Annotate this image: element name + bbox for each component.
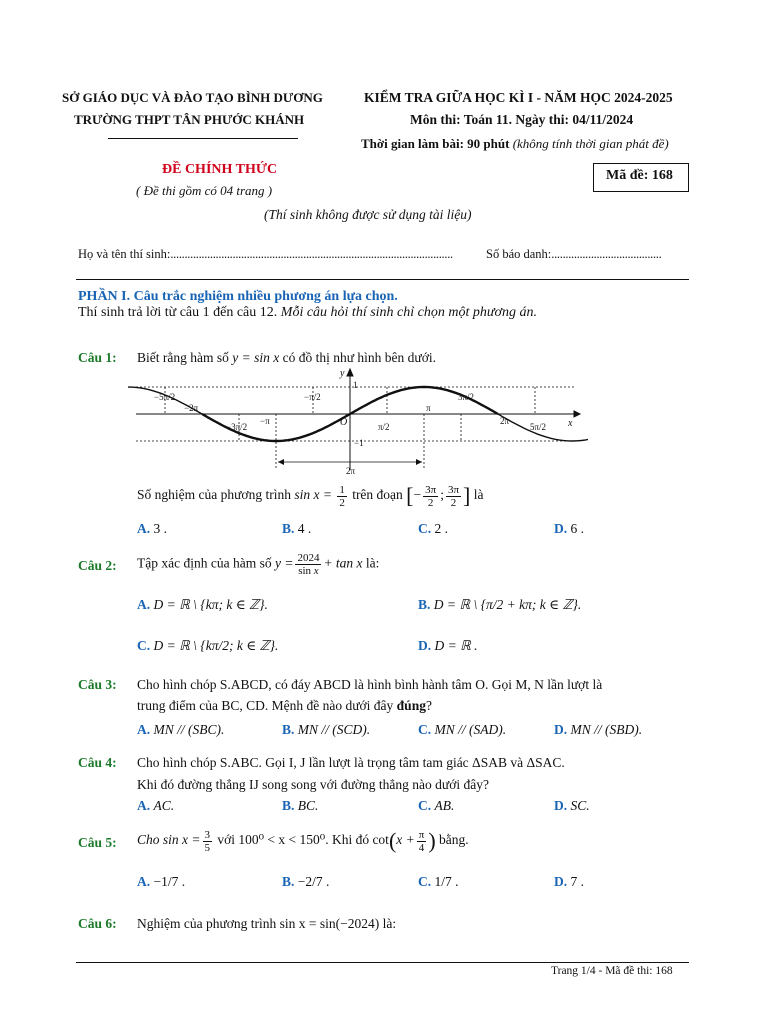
q3-option-b-text: MN // (SCD).	[297, 722, 371, 737]
q1-frac-lo: $\frac{3\pi}{2}$	[425, 483, 437, 509]
tick-pi: π	[426, 403, 431, 413]
q4-line1: Cho hình chóp S.ABC. Gọi I, J lần lượt là trọng tâm tam giác ΔSAB và ΔSAC.	[137, 755, 565, 770]
department-name: SỞ GIÁO DỤC VÀ ĐÀO TẠO BÌNH DƯƠNG	[62, 90, 323, 105]
official-label: ĐỀ CHÍNH THỨC	[162, 162, 278, 177]
y-minus-one-label: −1	[354, 438, 364, 448]
tick-neg-2pi: −2π	[184, 403, 199, 413]
q1-option-c-text: 2 .	[434, 521, 448, 536]
q2-number: Câu 2:	[78, 558, 117, 573]
time-line	[361, 136, 669, 152]
time-note: (không tính thời gian phát đề)	[512, 136, 669, 151]
q4-option-d[interactable]	[554, 798, 590, 814]
q4-option-c-text: AB.	[434, 798, 455, 813]
tick-5pi-2: 5π/2	[530, 422, 547, 432]
option-letter-c: C.	[418, 874, 432, 889]
q3-line1: Cho hình chóp S.ABCD, có đáy ABCD là hình bình hành tâm O. Gọi M, N lần lượt là	[137, 677, 603, 692]
q5-option-a[interactable]	[137, 874, 185, 890]
y-axis-label: y	[340, 368, 345, 379]
q3-number: Câu 3:	[78, 677, 117, 692]
pages-note: ( Đề thi gồm có 04 trang )	[136, 183, 273, 198]
q1-bracket-right: ]	[463, 483, 471, 508]
candidate-id-line	[486, 247, 661, 262]
q1-text	[137, 350, 436, 366]
time-label: Thời gian làm bài: 90 phút	[361, 136, 510, 151]
option-letter-a: A.	[137, 874, 151, 889]
q5-text-a: Cho sin x =	[137, 832, 201, 848]
q1-number: Câu 1:	[78, 350, 117, 365]
q1-option-a[interactable]	[137, 521, 167, 537]
q1-option-b[interactable]	[282, 521, 311, 537]
tick-3pi-2: 3π/2	[458, 392, 475, 402]
q5-text-c: bằng.	[435, 832, 469, 848]
q5-paren-left: (	[388, 828, 397, 853]
option-letter-c: C.	[137, 638, 151, 653]
q1-option-d[interactable]	[554, 521, 584, 537]
tick-pi-2: π/2	[378, 422, 390, 432]
q2-option-c[interactable]	[137, 638, 278, 654]
exam-code: Mã đề: 168	[606, 168, 673, 183]
q3-line2c: ?	[425, 698, 432, 713]
q6-text: Nghiệm của phương trình sin x = sin(−2024) là:	[137, 916, 397, 931]
q5-option-a-text: −1/7 .	[153, 874, 186, 889]
option-letter-b: B.	[282, 521, 295, 536]
q4-option-c[interactable]	[418, 798, 454, 814]
q2-option-b-text: D = ℝ \ {π/2 + kπ; k ∈ ℤ}.	[433, 597, 582, 612]
tick-neg-5pi-2: −5π/2	[154, 392, 176, 402]
option-letter-b: B.	[418, 597, 431, 612]
q1-ask-c: là	[470, 487, 484, 503]
option-letter-b: B.	[282, 798, 295, 813]
sine-graph	[128, 366, 588, 474]
q2-option-d-text: D = ℝ .	[434, 638, 478, 653]
tick-2pi: 2π	[500, 416, 510, 426]
q5-option-b[interactable]	[282, 874, 329, 890]
q1-ask-fn: sin x =	[294, 487, 332, 503]
q2-text-a: Tập xác định của hàm số	[137, 555, 275, 571]
q2-option-b[interactable]	[418, 597, 581, 613]
y-one-label: 1	[353, 380, 358, 390]
q3-line2	[137, 698, 432, 714]
q2-text-b: là:	[362, 555, 380, 571]
tick-neg-pi-2: −π/2	[304, 392, 321, 402]
q3-option-d-text: MN // (SBD).	[570, 722, 643, 737]
q1-fn: y = sin x	[232, 350, 280, 365]
part1-title: PHẦN I. Câu trắc nghiệm nhiều phương án lựa chọn.	[78, 289, 398, 304]
subject-date: Môn thi: Toán 11. Ngày thi: 04/11/2024	[410, 112, 634, 127]
q5-option-c[interactable]	[418, 874, 459, 890]
q4-option-a-text: AC.	[153, 798, 175, 813]
q3-option-c-text: MN // (SAD).	[434, 722, 507, 737]
q4-option-b[interactable]	[282, 798, 318, 814]
option-letter-d: D.	[418, 638, 432, 653]
no-docs-note: (Thí sinh không được sử dụng tài liệu)	[264, 207, 472, 222]
q2-frac: $\frac{2024}{\text{sin x}}$	[297, 552, 320, 577]
name-divider	[76, 279, 689, 280]
option-letter-a: A.	[137, 722, 151, 737]
q5-option-c-text: 1/7 .	[434, 874, 459, 889]
q4-option-b-text: BC.	[297, 798, 319, 813]
candidate-name-line	[78, 247, 453, 262]
candidate-name-label: Họ và tên thí sinh:	[78, 247, 171, 261]
footer-page: Trang 1/4 - Mã đề thi: 168	[551, 965, 673, 977]
q4-line2: Khi đó đường thẳng IJ song song với đường thẳng nào dưới đây?	[137, 777, 489, 792]
school-name: TRƯỜNG THPT TÂN PHƯỚC KHÁNH	[74, 112, 305, 127]
q5-option-b-text: −2/7 .	[297, 874, 330, 889]
q4-option-d-text: SC.	[570, 798, 590, 813]
q4-option-a[interactable]	[137, 798, 174, 814]
option-letter-a: A.	[137, 798, 151, 813]
q1-ask-b: trên đoạn	[348, 487, 407, 503]
option-letter-b: B.	[282, 874, 295, 889]
option-letter-a: A.	[137, 597, 151, 612]
q5-option-d-text: 7 .	[570, 874, 584, 889]
q5-option-d[interactable]	[554, 874, 584, 890]
option-letter-c: C.	[418, 798, 432, 813]
candidate-id-label: Số báo danh:	[486, 247, 552, 261]
q3-option-a-text: MN // (SBC).	[153, 722, 225, 737]
q1-option-a-text: 3 .	[153, 521, 167, 536]
q4-number: Câu 4:	[78, 755, 117, 770]
q2-option-a-text: D = ℝ \ {kπ; k ∈ ℤ}.	[153, 597, 268, 612]
option-letter-d: D.	[554, 722, 568, 737]
q2-option-c-text: D = ℝ \ {kπ/2; k ∈ ℤ}.	[153, 638, 279, 653]
footer-divider	[76, 962, 689, 963]
q1-bracket-left: [	[406, 483, 414, 508]
q3-option-d[interactable]	[554, 722, 642, 738]
candidate-name-dots: ....................................................................................................	[170, 247, 453, 261]
q1-option-c[interactable]	[418, 521, 448, 537]
q3-option-c[interactable]	[418, 722, 506, 738]
q1-frac-half: $\frac{1}{2}$	[339, 483, 345, 509]
q2-option-d[interactable]	[418, 638, 478, 654]
q3-option-b[interactable]	[282, 722, 370, 738]
header-divider	[108, 138, 298, 139]
q3-option-a[interactable]	[137, 722, 224, 738]
q1-ask: Số nghiệm của phương trình sin x = $\frac{1}{2}$ trên đoạn [− $\frac{3\pi}{2}$ ; $\frac{3\pi}{2}$ ] là	[137, 483, 484, 509]
option-letter-a: A.	[137, 521, 151, 536]
option-letter-d: D.	[554, 798, 568, 813]
part1-instructions	[78, 305, 537, 321]
option-letter-d: D.	[554, 521, 568, 536]
q3-line2a: trung điểm của BC, CD. Mệnh đề nào dưới đây	[137, 698, 397, 713]
q1-option-b-text: 4 .	[297, 521, 312, 536]
option-letter-b: B.	[282, 722, 295, 737]
q1-text-a: Biết rằng hàm số	[137, 350, 233, 365]
part1-instr-b: Mỗi câu hỏi thí sinh chỉ chọn một phương án.	[280, 305, 537, 320]
q1-frac-hi: $\frac{3\pi}{2}$	[447, 483, 460, 509]
q1-ask-a: Số nghiệm của phương trình	[137, 487, 295, 503]
q5-text-b: với 100⁰ < x < 150⁰. Khi đó cot	[214, 832, 389, 848]
q2-text: Tập xác định của hàm số y = $\frac{2024}{\text{sin x}}$ + tan x là:	[137, 552, 380, 577]
tick-neg-pi: −π	[260, 416, 270, 426]
q5-number: Câu 5:	[78, 835, 117, 850]
q1-text-b: có đồ thị như hình bên dưới.	[279, 350, 436, 365]
option-letter-d: D.	[554, 874, 568, 889]
option-letter-c: C.	[418, 722, 432, 737]
option-letter-c: C.	[418, 521, 432, 536]
tick-neg-3pi-2: −3π/2	[226, 422, 248, 432]
q5-paren-right: )	[428, 828, 436, 853]
origin-label: O	[340, 417, 348, 428]
exam-title: KIỂM TRA GIỮA HỌC KÌ I - NĂM HỌC 2024-2025	[364, 90, 673, 105]
q5-frac-pi4: $\frac{\pi}{4}$	[418, 828, 425, 854]
q6-number: Câu 6:	[78, 916, 117, 931]
candidate-id-dots: .......................................	[551, 247, 662, 261]
q5-frac: $\frac{3}{5}$	[204, 828, 210, 854]
x-axis-label: x	[568, 418, 573, 429]
period-label: 2π	[346, 466, 356, 474]
q2-option-a[interactable]	[137, 597, 268, 613]
q5-text: Cho sin x = $\frac{3}{5}$ với 100⁰ < x < 150⁰. Khi đó cot(x + $\frac{\pi}{4}$ ) bằng.	[137, 828, 469, 854]
q1-option-d-text: 6 .	[570, 521, 584, 536]
part1-instr-a: Thí sinh trả lời từ câu 1 đến câu 12.	[78, 305, 281, 320]
q3-emphasis: đúng	[396, 698, 426, 713]
